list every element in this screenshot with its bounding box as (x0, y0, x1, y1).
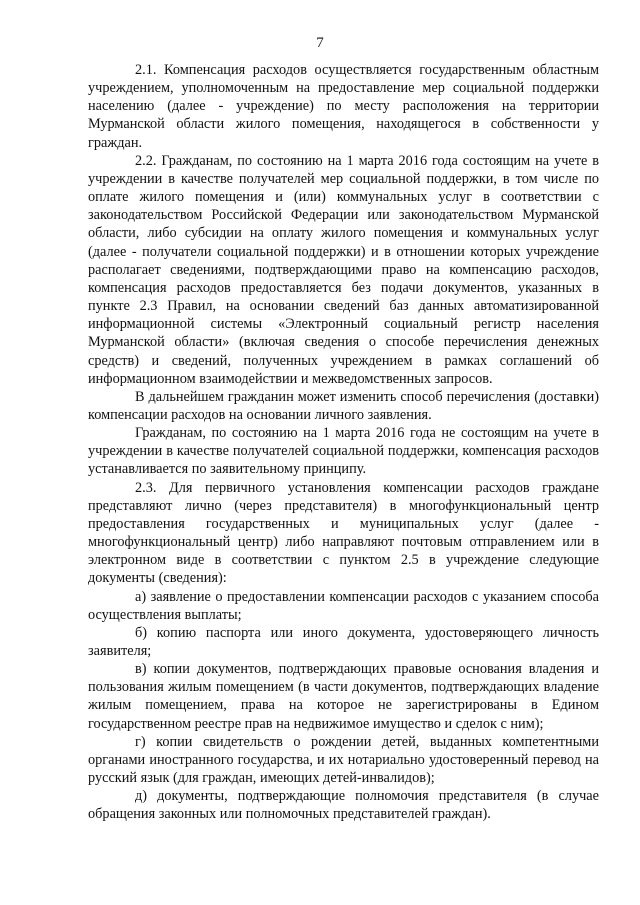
document-body (88, 61, 599, 824)
paragraph-2-1: 2.1. Компенсация расходов осуществляется государственным областным учреждением, уполномоченным на предоставление мер социальной поддержки населению (далее - учреждение) по месту расположения на территории Мурманской области жилого помещения, находящегося в собственности у граждан. (88, 62, 599, 151)
paragraph-2-3: 2.3. Для первичного установления компенсации расходов граждане представляют лично (через представителя) в многофункциональный центр предоставления государственных и муниципальных услуг (далее - многофункциональный центр) либо направляют почтовым отправлением или в электронном виде в соответствии с пунктом 2.5 в учреждение следующие документы (сведения): (88, 479, 599, 587)
paragraph-application-principle: Гражданам, по состоянию на 1 марта 2016 года не состоящим на учете в учреждении в качестве получателей социальной поддержки, компенсация расходов устанавливается по заявительному принципу. (88, 425, 599, 478)
list-item-b: б) копию паспорта или иного документа, удостоверяющего личность заявителя; (88, 624, 599, 659)
list-item-g: г) копии свидетельств о рождении детей, выданных компетентными органами иностранного государства, и их нотариально удостоверенный перевод на русский язык (для граждан, имеющих детей-инвалидов); (88, 733, 599, 787)
page-number: 7 (316, 35, 324, 51)
list-item-v: в) копии документов, подтверждающих правовые основания владения и пользования жилым помещением (в части документов, подтверждающих владение жилым помещением, права на которое не зарегистрированы в Едином государственном реестре прав на недвижимое имущество и сделок с ним); (88, 661, 599, 732)
list-item-a: а) заявление о предоставлении компенсации расходов с указанием способа осуществления выплаты; (88, 588, 599, 623)
paragraph-2-2: 2.2. Гражданам, по состоянию на 1 марта 2016 года состоящим на учете в учреждении в качестве получателей мер социальной поддержки, в том числе по оплате жилого помещения и (или) коммунальных услуг в соответствии с законодательством Российской Федерации или законодательством Мурманской области, либо субсидии на оплату жилого помещения и коммунальных услуг (далее - получатели социальной поддержки) и в отношении которых учреждение располагает сведениями, подтверждающими право на компенсацию расходов, компенсация расходов предоставляется без подачи документов, указанных в пункте 2.3 Правил, на основании сведений баз данных автоматизированной информационной системы «Электронный социальный регистр населения Мурманской области» (включая сведения о способе перечисления денежных средств) и сведений, полученных учреждением в рамках соглашений об информационном взаимодействии и межведомственных запросов. (88, 152, 599, 387)
list-item-d: д) документы, подтверждающие полномочия представителя (в случае обращения законных или полномочных представителей граждан). (88, 788, 599, 823)
paragraph-change-method: В дальнейшем гражданин может изменить способ перечисления (доставки) компенсации расходов на основании личного заявления. (88, 388, 599, 423)
